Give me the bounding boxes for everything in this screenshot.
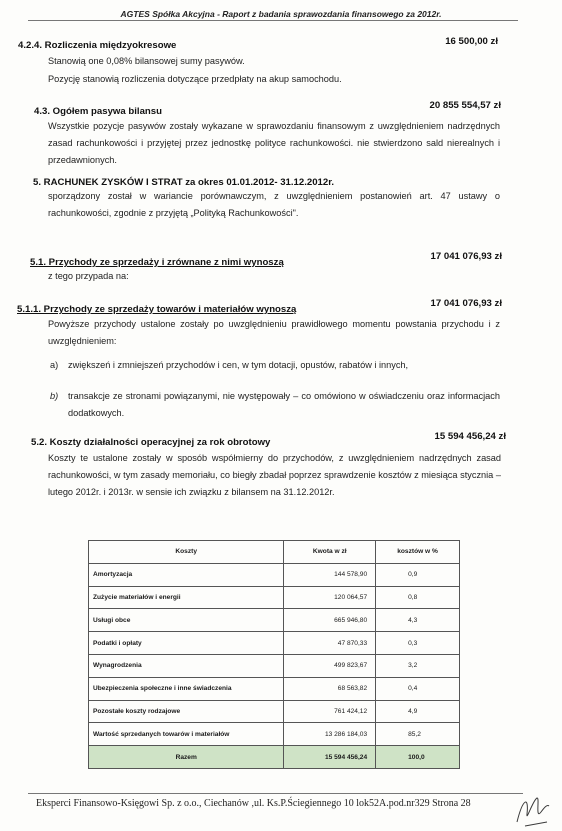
page-footer: Eksperci Finansowo-Księgowi Sp. z o.o., Ciechanów ,ul. Ks.P.Ściegiennego 10 lok52A.pod.nr329 Strona 28	[36, 798, 471, 809]
section-4-2-4-text-1: Stanowią one 0,08% bilansowej sumy pasywów.	[48, 56, 245, 66]
cost-percent: 4,9	[376, 700, 460, 723]
signature-icon	[513, 792, 553, 830]
col-header-percent: kosztów w %	[376, 541, 460, 564]
section-4-3-text: Wszystkie pozycje pasywów zostały wykazane w sprawozdaniu finansowym z uwzględnieniem nadrzędnych zasad rachunkowości i przyjętej przez jednostkę polityce rachunkowości. nie stwierdzono sald nierealnych i przedawnionych.	[48, 121, 500, 165]
cost-amount: 120 064,57	[284, 586, 376, 609]
cost-amount: 47 870,33	[284, 632, 376, 655]
section-5-1-1-amount: 17 041 076,93 zł	[430, 298, 502, 309]
section-5-1-amount: 17 041 076,93 zł	[430, 251, 502, 262]
section-5-1-heading: 5.1. Przychody ze sprzedaży i zrównane z nimi wynoszą	[30, 257, 284, 268]
table-row	[89, 723, 460, 746]
cost-name: Wynagrodzenia	[89, 654, 284, 677]
cost-name: Amortyzacja	[89, 563, 284, 586]
cost-percent: 0,3	[376, 632, 460, 655]
section-5-heading: 5. RACHUNEK ZYSKÓW I STRAT za okres 01.01.2012- 31.12.2012r.	[33, 177, 335, 188]
section-4-2-4-text-2: Pozycję stanowią rozliczenia dotyczące przedpłaty na akup samochodu.	[48, 74, 342, 84]
table-row	[89, 677, 460, 700]
footer-divider	[28, 793, 523, 794]
cost-name: Podatki i opłaty	[89, 632, 284, 655]
table-row	[89, 563, 460, 586]
section-5-1-1-text: Powyższe przychody ustalone zostały po uwzględnieniu prawidłowego momentu powstania przychodu i z uwzględnieniem:	[48, 319, 500, 346]
section-5-text: sporządzony został w wariancie porównawczym, z uwzględnieniem postanowień art. 47 ustawy o rachunkowości, zgodnie z przyjętą „Polityką Rachunkowości".	[48, 191, 500, 218]
cost-name: Pozostałe koszty rodzajowe	[89, 700, 284, 723]
list-item-b: transakcje ze stronami powiązanymi, nie występowały – co omówiono w oświadczeniu oraz informacjach dodatkowych.	[68, 391, 500, 418]
list-item-a: zwiększeń i zmniejszeń przychodów i cen, w tym dotacji, opustów, rabatów i innych,	[68, 360, 409, 370]
cost-name: Wartość sprzedanych towarów i materiałów	[89, 723, 284, 746]
cost-amount: 665 946,80	[284, 609, 376, 632]
section-4-3-amount: 20 855 554,57 zł	[429, 100, 501, 111]
total-amount: 15 594 456,24	[284, 746, 376, 769]
table-row	[89, 632, 460, 655]
cost-name: Zużycie materiałów i energii	[89, 586, 284, 609]
cost-percent: 0,9	[376, 563, 460, 586]
cost-amount: 499 823,67	[284, 654, 376, 677]
cost-amount: 68 563,82	[284, 677, 376, 700]
section-4-2-4-amount: 16 500,00 zł	[445, 36, 498, 47]
section-5-2-heading: 5.2. Koszty działalności operacyjnej za rok obrotowy	[31, 437, 271, 448]
table-row	[89, 700, 460, 723]
table-row	[89, 586, 460, 609]
cost-amount: 13 286 184,03	[284, 723, 376, 746]
col-header-costs: Koszty	[89, 541, 284, 564]
total-percent: 100,0	[376, 746, 460, 769]
table-row	[89, 654, 460, 677]
cost-amount: 144 578,90	[284, 563, 376, 586]
header-divider	[28, 20, 518, 21]
section-4-3-heading: 4.3. Ogółem pasywa bilansu	[34, 106, 162, 117]
section-4-2-4-heading: 4.2.4. Rozliczenia międzyokresowe	[18, 40, 177, 51]
table-total-row	[89, 746, 460, 769]
cost-percent: 0,8	[376, 586, 460, 609]
cost-percent: 0,4	[376, 677, 460, 700]
list-marker-b: b)	[50, 391, 59, 401]
costs-table	[88, 540, 460, 769]
section-5-2-amount: 15 594 456,24 zł	[434, 431, 506, 442]
section-5-2-text: Koszty te ustalone zostały w sposób współmierny do przychodów, z uwzględnieniem nadrzędnych zasad rachunkowości, w tym zasady memoriału, co biegły zbadał poprzez sprawdzenie kosztów z miesiąca stycznia – lutego 2012r. i 2013r. w sensie ich związku z bilansem na 31.12.2012r.	[48, 453, 501, 497]
cost-name: Usługi obce	[89, 609, 284, 632]
page-header: AGTES Spółka Akcyjna - Raport z badania sprawozdania finansowego za 2012r.	[120, 9, 442, 19]
cost-percent: 4,3	[376, 609, 460, 632]
cost-amount: 761 424,12	[284, 700, 376, 723]
cost-name: Ubezpieczenia społeczne i inne świadczenia	[89, 677, 284, 700]
cost-percent: 85,2	[376, 723, 460, 746]
section-5-1-text: z tego przypada na:	[48, 271, 129, 281]
total-label: Razem	[89, 746, 284, 769]
col-header-amount: Kwota w zł	[284, 541, 376, 564]
cost-percent: 3,2	[376, 654, 460, 677]
section-5-1-1-heading: 5.1.1. Przychody ze sprzedaży towarów i materiałów wynoszą	[17, 304, 297, 315]
table-header-row	[89, 541, 460, 564]
table-row	[89, 609, 460, 632]
list-marker-a: a)	[50, 360, 59, 370]
